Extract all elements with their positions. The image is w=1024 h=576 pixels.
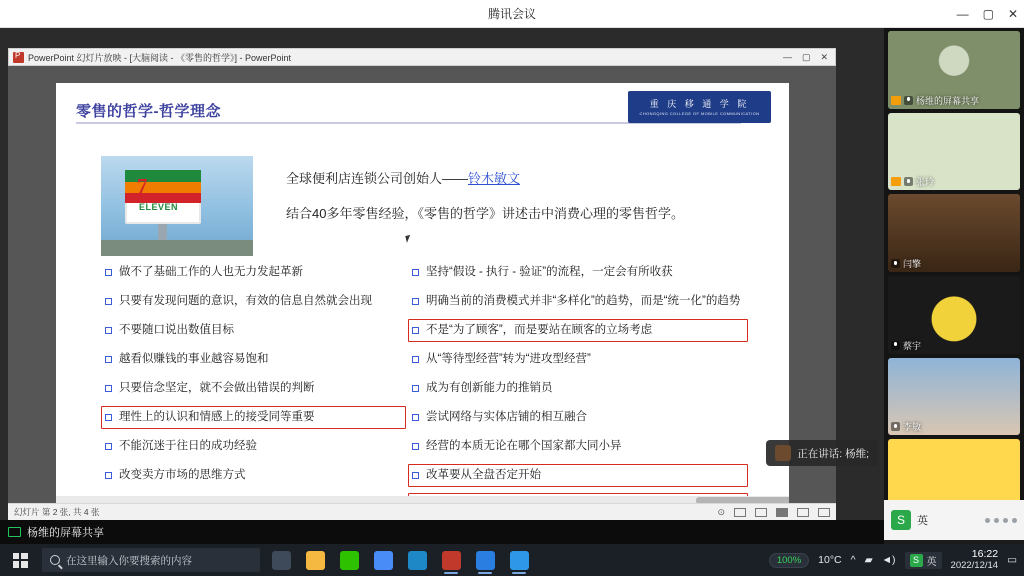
maximize-icon[interactable]: ▢	[982, 7, 994, 21]
participant-name-row	[891, 339, 921, 352]
lead-line-1-prefix: 全球便利店连锁公司创始人——	[286, 171, 469, 186]
participant-name: 杨维的屏幕共享	[916, 95, 980, 106]
browser2-icon	[510, 551, 529, 570]
taskbar-app-edge[interactable]	[402, 545, 432, 575]
speaking-indicator	[766, 440, 878, 466]
bullet-item	[101, 348, 406, 371]
bullet-item	[101, 464, 406, 487]
bullet-square-icon	[105, 385, 112, 392]
volume-icon[interactable]: ◄)	[881, 554, 896, 566]
slide	[56, 83, 789, 505]
powerpoint-title: PowerPoint 幻灯片放映 - [大脑阅读 - 《零售的哲学》] - PowerPoint	[28, 52, 292, 63]
outline-view-icon[interactable]	[755, 508, 767, 517]
windows-taskbar	[0, 544, 1024, 576]
bullet-text: 改革要从全盘否定开始	[426, 469, 541, 481]
ppt-close-icon[interactable]: ✕	[820, 51, 828, 62]
file-explorer-icon	[306, 551, 325, 570]
screen-share-icon	[891, 96, 901, 105]
taskbar-app-browser2[interactable]	[504, 545, 534, 575]
participant-name: 李敏	[903, 422, 922, 433]
bullet-item	[408, 435, 748, 458]
bullet-item	[101, 290, 406, 313]
taskbar-app-meeting[interactable]	[470, 545, 500, 575]
bullet-text: 只要有发现问题的意识，有效的信息自然就会出现	[119, 295, 372, 307]
bullet-square-icon	[105, 443, 112, 450]
college-logo-en: CHONGQING COLLEGE OF MOBILE COMMUNICATION	[639, 110, 760, 116]
search-icon	[50, 555, 60, 565]
start-button[interactable]	[0, 544, 40, 576]
participant-name: 闫擎	[903, 259, 922, 270]
ppt-maximize-icon[interactable]: ▢	[801, 51, 811, 62]
microphone-icon	[891, 259, 900, 268]
ime-lang-label[interactable]: 英	[926, 556, 937, 568]
system-tray[interactable]	[769, 549, 1024, 571]
bullet-item	[408, 261, 748, 284]
bullet-text: 尝试网络与实体店铺的相互融合	[426, 411, 587, 423]
weather-temperature[interactable]: 10°C	[818, 554, 842, 566]
bullet-item	[408, 377, 748, 400]
participant-name-row	[891, 175, 934, 188]
participant-tile[interactable]	[888, 358, 1020, 436]
taskbar-app-file-explorer[interactable]	[300, 545, 330, 575]
seven-eleven-photo	[101, 156, 253, 256]
bullet-square-icon	[412, 356, 419, 363]
bullet-item	[408, 319, 748, 342]
bullet-text: 做不了基础工作的人也无力发起革新	[119, 266, 303, 278]
bullet-square-icon	[105, 269, 112, 276]
bullet-text: 越看似赚钱的事业越容易饱和	[119, 353, 269, 365]
bullet-text: 改变卖方市场的思维方式	[119, 469, 246, 481]
participant-name: 张玲	[916, 177, 935, 188]
bullet-text: 坚持“假设 - 执行 - 验证”的流程，一定会有所收获	[426, 266, 673, 278]
ime-extra-icons[interactable]	[985, 518, 1017, 523]
close-icon[interactable]: ✕	[1007, 7, 1018, 21]
speaker-avatar	[775, 445, 791, 461]
monitor-icon	[8, 527, 21, 537]
sorter-view-icon[interactable]	[818, 508, 830, 517]
bullet-item	[408, 348, 748, 371]
clock-time: 16:22	[971, 548, 999, 560]
bullet-square-icon	[412, 327, 419, 334]
powerpoint-icon	[442, 551, 461, 570]
search-placeholder: 在这里输入你要搜索的内容	[66, 554, 192, 567]
bullet-square-icon	[105, 472, 112, 479]
normal-view-icon[interactable]	[734, 508, 746, 517]
college-logo	[628, 91, 771, 123]
taskview-icon	[272, 551, 291, 570]
bullet-item	[101, 406, 406, 429]
ime-language-label[interactable]: 英	[917, 515, 928, 527]
powerpoint-titlebar	[8, 48, 836, 66]
meeting-window-controls[interactable]	[957, 0, 1018, 28]
bullet-square-icon	[412, 414, 419, 421]
tray-chevron-icon[interactable]: ^	[850, 554, 856, 566]
bullet-text: 经营的本质无论在哪个国家都大同小异	[426, 440, 622, 452]
college-logo-cn: 重 庆 移 通 学 院	[649, 98, 750, 109]
bullet-item	[408, 290, 748, 313]
chrome-icon	[374, 551, 393, 570]
slide-count-label: 幻灯片 第 2 张, 共 4 张	[14, 507, 100, 517]
bullet-text: 从“等待型经营”转为“进攻型经营”	[426, 353, 591, 365]
powerpoint-statusbar	[8, 503, 836, 520]
photo-ground	[101, 240, 253, 256]
bullet-item	[408, 464, 748, 487]
participant-name-row	[891, 257, 921, 270]
bullet-text: 不能沉迷于往日的成功经验	[119, 440, 257, 452]
powerpoint-window-controls[interactable]	[783, 53, 831, 62]
bullet-text: 只要信念坚定，就不会做出错误的判断	[119, 382, 315, 394]
taskbar-app-wechat[interactable]	[334, 545, 364, 575]
lead-line-1-highlight: 铃木敏文	[468, 171, 521, 186]
bullet-column-right	[408, 261, 748, 505]
battery-indicator[interactable]	[769, 553, 809, 568]
powerpoint-icon	[13, 52, 24, 63]
participant-name: 蔡宇	[903, 340, 922, 351]
microphone-icon	[904, 96, 913, 105]
taskbar-app-powerpoint[interactable]	[436, 545, 466, 575]
clock[interactable]	[951, 549, 999, 571]
taskbar-app-taskview[interactable]	[266, 545, 296, 575]
ime-indicator[interactable]	[905, 552, 942, 569]
sign-eleven-text: ELEVEN	[139, 202, 179, 212]
microphone-icon	[891, 341, 900, 350]
participant-name-row	[891, 420, 921, 433]
mouse-cursor	[405, 234, 414, 243]
bullet-text: 明确当前的消费模式并非“多样化”的趋势，而是“统一化”的趋势	[426, 295, 741, 307]
edge-icon	[408, 551, 427, 570]
ime-toolbar[interactable]	[884, 500, 1024, 540]
bullet-square-icon	[412, 269, 419, 276]
participant-tile[interactable]	[888, 31, 1020, 109]
statusbar-view-controls[interactable]	[717, 507, 830, 518]
participant-tile[interactable]	[888, 194, 1020, 272]
reading-view-icon[interactable]	[797, 508, 809, 517]
bullet-square-icon	[105, 356, 112, 363]
windows-logo-icon	[13, 553, 28, 568]
participant-rail[interactable]	[884, 28, 1024, 520]
taskbar-app-chrome[interactable]	[368, 545, 398, 575]
screen-share-indicator	[0, 520, 884, 544]
clock-date: 2022/12/14	[950, 560, 999, 571]
bullet-item	[101, 435, 406, 458]
sogou-tray-icon[interactable]: S	[910, 554, 923, 567]
bullet-square-icon	[105, 414, 112, 421]
participant-tile[interactable]	[888, 276, 1020, 354]
ppt-minimize-icon[interactable]: —	[782, 51, 792, 62]
shared-screen-area	[0, 28, 884, 520]
bullet-square-icon	[412, 385, 419, 392]
bullet-item	[101, 261, 406, 284]
bullet-item	[101, 319, 406, 342]
taskbar-app-buttons[interactable]	[266, 545, 534, 575]
battery-percent: 100%	[776, 554, 802, 566]
speaking-label: 正在讲话: 杨维;	[797, 447, 869, 460]
bullet-column-left	[101, 261, 406, 505]
lead-line-1	[286, 168, 520, 187]
slideshow-view-icon[interactable]	[776, 508, 788, 517]
microphone-icon	[891, 422, 900, 431]
screen-share-label: 杨维的屏幕共享	[27, 527, 104, 539]
slide-title: 零售的哲学-哲学理念	[76, 103, 221, 120]
meeting-titlebar	[0, 0, 1024, 28]
taskbar-search-input[interactable]	[42, 548, 260, 572]
bullet-square-icon	[412, 472, 419, 479]
microphone-icon	[904, 177, 913, 186]
bullet-square-icon	[105, 298, 112, 305]
bullet-text: 理性上的认识和情感上的接受同等重要	[119, 411, 315, 423]
bullet-square-icon	[412, 443, 419, 450]
sogou-icon[interactable]: S	[891, 510, 911, 530]
meeting-title: 腾讯会议	[487, 7, 536, 21]
minimize-icon[interactable]: —	[956, 7, 969, 21]
bullet-text: 不要随口说出数值目标	[119, 324, 234, 336]
network-icon[interactable]: ▰	[864, 554, 873, 566]
bullet-text: 不是“为了顾客”，而是要站在顾客的立场考虑	[426, 324, 653, 336]
lead-line-2: 结合40多年零售经验，《零售的哲学》讲述击中消费心理的零售哲学。	[286, 206, 684, 221]
screen-share-icon	[891, 177, 901, 186]
participant-name-row	[891, 94, 979, 107]
participant-tile[interactable]	[888, 113, 1020, 191]
sign-seven-text: 7	[137, 174, 148, 198]
bullet-item	[101, 377, 406, 400]
accessibility-icon[interactable]: ⊙	[717, 506, 725, 517]
wechat-icon	[340, 551, 359, 570]
bullet-text: 成为有创新能力的推销员	[426, 382, 553, 394]
bullet-square-icon	[412, 298, 419, 305]
bullet-item	[408, 406, 748, 429]
notifications-icon[interactable]: ▭	[1007, 554, 1017, 566]
slide-canvas[interactable]	[8, 66, 836, 522]
bullet-square-icon	[105, 327, 112, 334]
meeting-icon	[476, 551, 495, 570]
